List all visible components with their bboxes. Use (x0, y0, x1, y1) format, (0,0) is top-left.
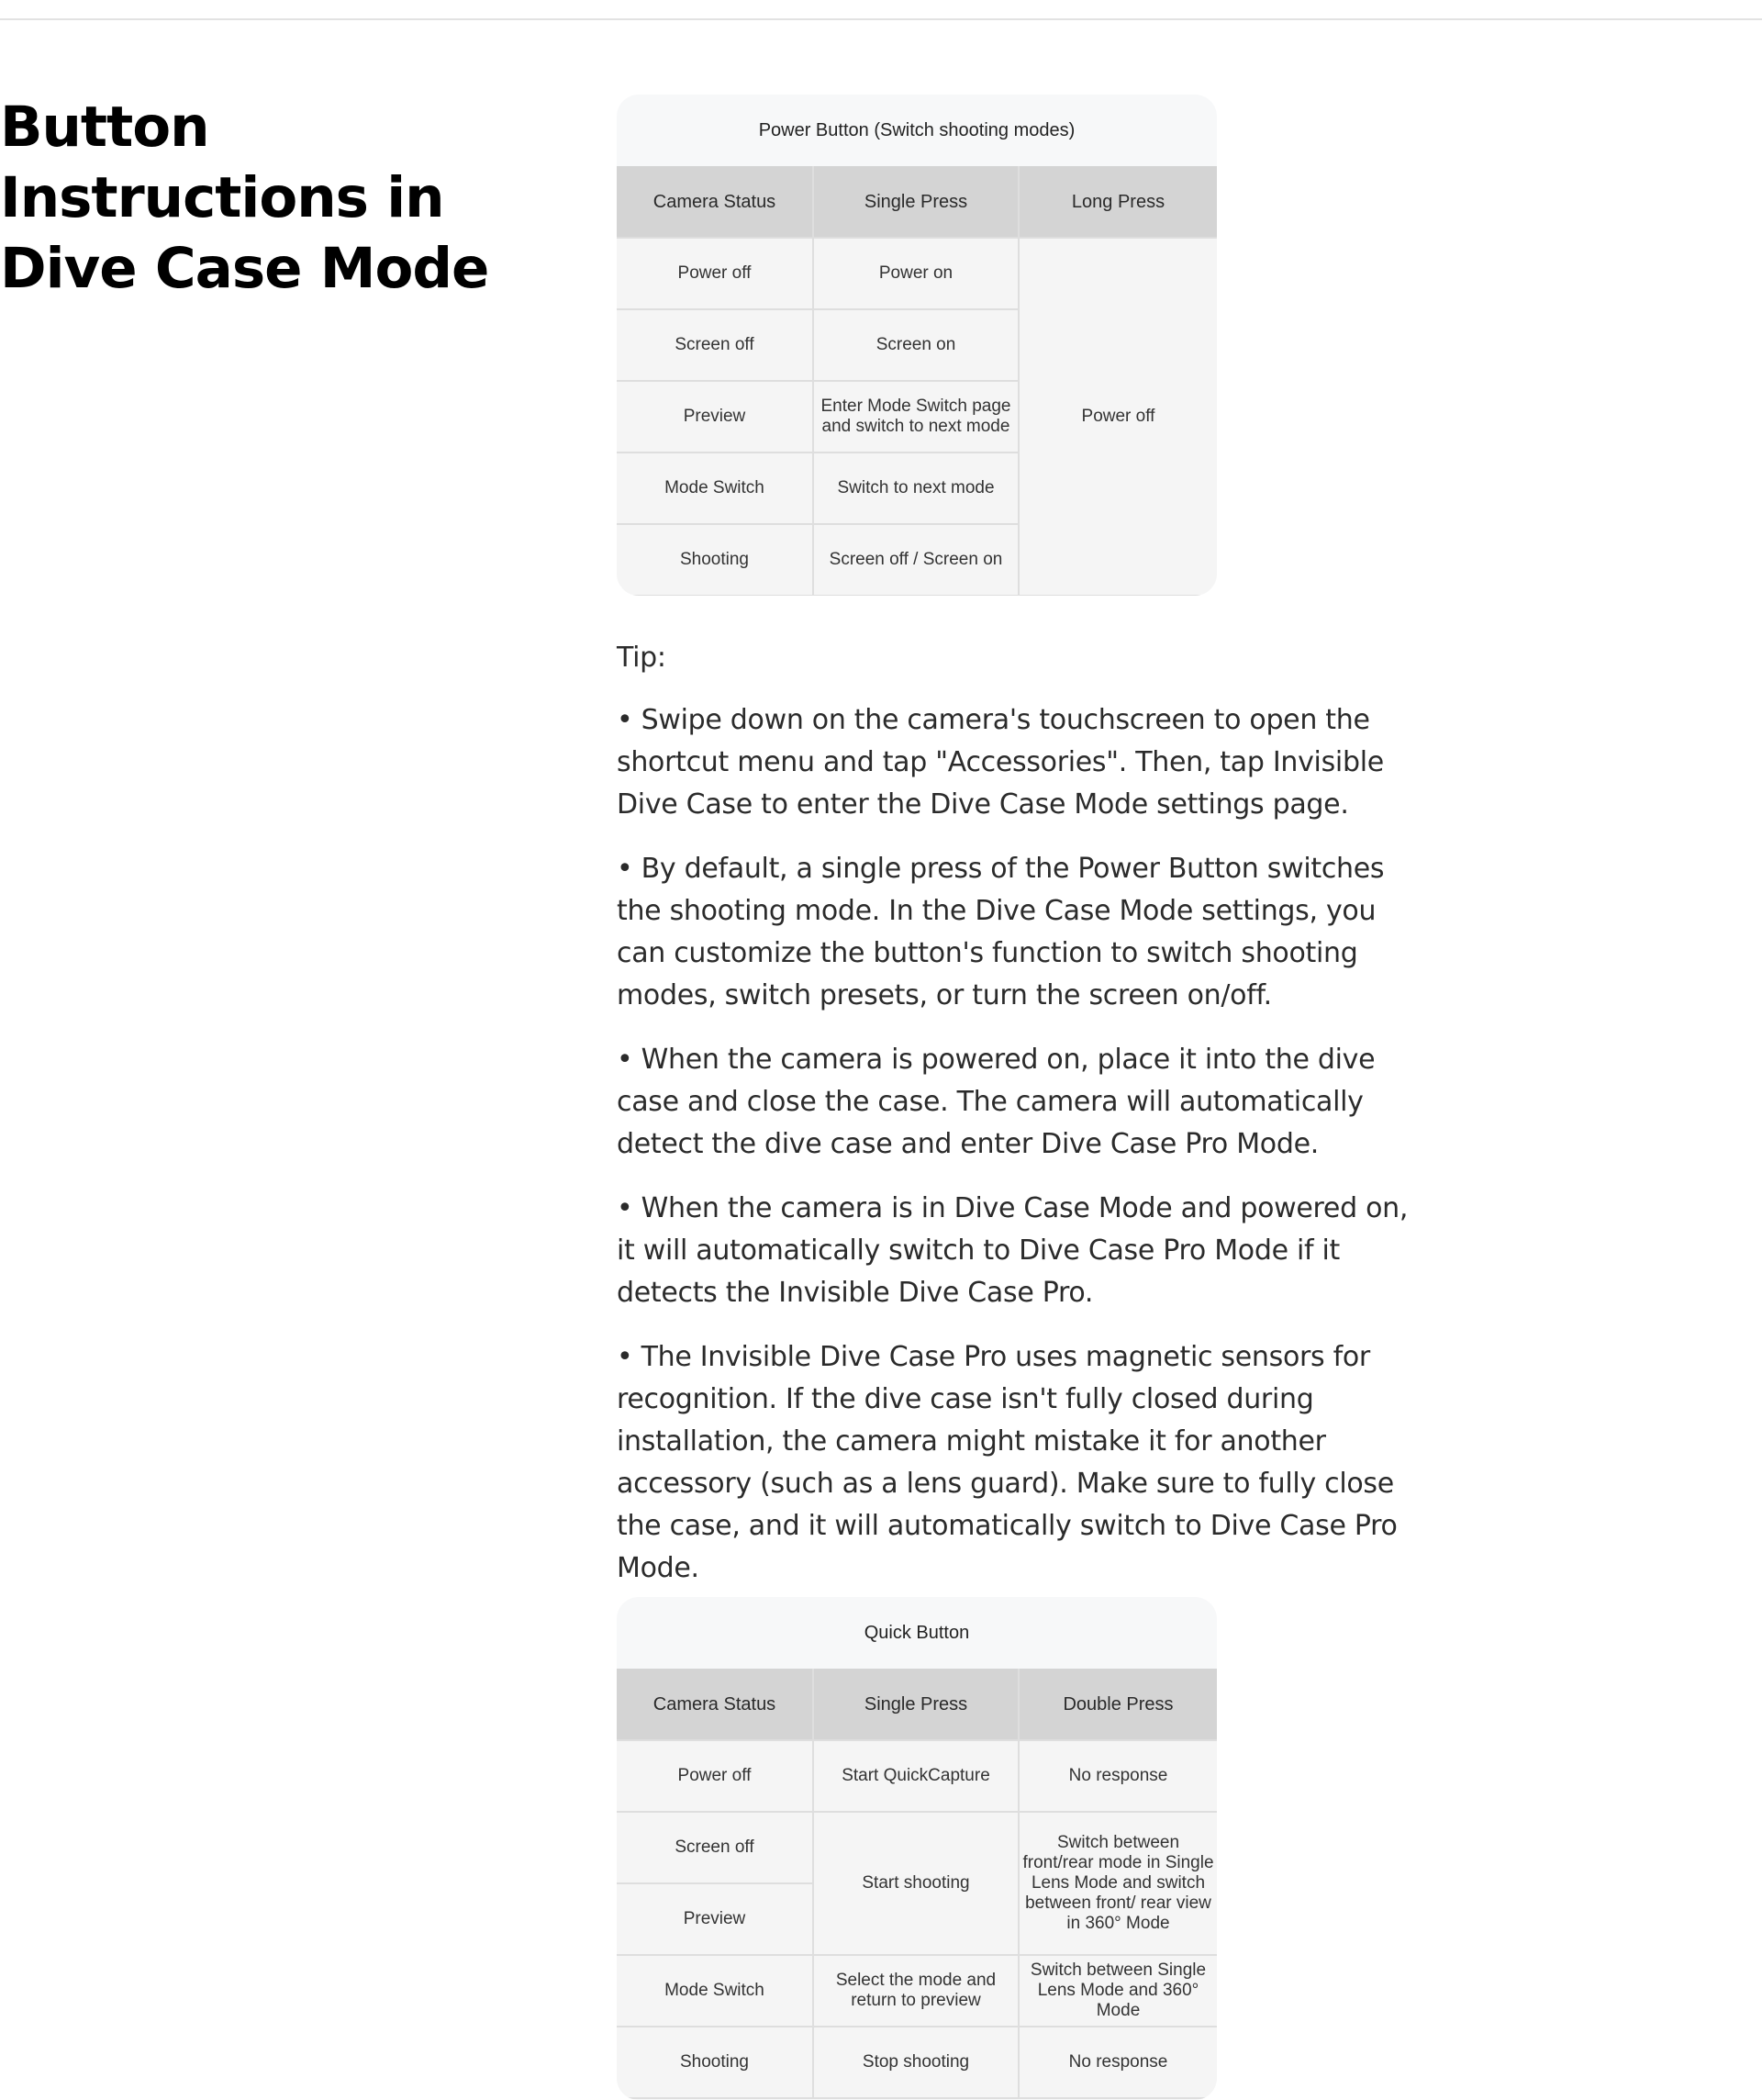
quick-table-grid (617, 1669, 1217, 2099)
quick-table-caption: Quick Button (864, 1622, 970, 1643)
header-single-press: Single Press (813, 166, 1019, 238)
tip-item: • The Invisible Dive Case Pro uses magnetic sensors for recognition. If the dive case isn't fully closed during installation, the camera might mistake it for another accessory (such as a lens guard). Make sure to fully close the case, and it will automatically switch to Dive Case Pro Mode. (617, 1341, 1398, 1584)
tip-item: • When the camera is in Dive Case Mode and powered on, it will automatically switch to Dive Case Pro Mode if it detects the Invisible Dive Case Pro. (617, 1192, 1409, 1309)
status-cell: Preview (617, 381, 813, 452)
power-table-caption: Power Button (Switch shooting modes) (758, 119, 1076, 140)
double-press-cell: Switch between front/rear mode in Single Lens Mode and switch between front/ rear view in 360° Mode (1019, 1812, 1217, 1955)
single-press-cell: Screen off / Screen on (813, 524, 1019, 596)
double-press-cell: Switch between Single Lens Mode and 360° Mode (1019, 1955, 1217, 2027)
tips-section (617, 637, 1424, 1612)
tip-item: • When the camera is powered on, place it into the dive case and close the case. The camera will automatically detect the dive case and enter Dive Case Pro Mode. (617, 1044, 1376, 1160)
status-cell: Shooting (617, 524, 813, 596)
status-cell: Screen off (617, 1812, 813, 1883)
tip-item: • Swipe down on the camera's touchscreen to open the shortcut menu and tap "Accessories". Then, tap Invisible Dive Case to enter the Dive Case Mode settings page. (617, 704, 1384, 821)
single-press-cell: Screen on (813, 309, 1019, 381)
single-press-cell: Start shooting (813, 1812, 1019, 1955)
single-press-cell: Start QuickCapture (813, 1740, 1019, 1812)
quick-button-table (617, 1597, 1217, 2100)
status-cell: Screen off (617, 309, 813, 381)
header-long-press: Long Press (1019, 166, 1217, 238)
status-cell: Power off (617, 238, 813, 309)
tip-label: Tip: (617, 642, 666, 674)
double-press-cell: No response (1019, 2027, 1217, 2098)
double-press-cell: No response (1019, 1740, 1217, 1812)
single-press-cell: Stop shooting (813, 2027, 1019, 2098)
status-cell: Power off (617, 1740, 813, 1812)
status-cell: Mode Switch (617, 1955, 813, 2027)
single-press-cell: Select the mode and return to preview (813, 1955, 1019, 2027)
tip-item: • By default, a single press of the Power Button switches the shooting mode. In the Dive Case Mode settings, you can customize the button's function to switch shooting modes, switch presets, or turn the screen on/off. (617, 853, 1385, 1011)
status-cell: Preview (617, 1883, 813, 1955)
power-button-table (617, 95, 1217, 596)
status-cell: Mode Switch (617, 452, 813, 524)
power-table-grid (617, 166, 1217, 596)
single-press-cell: Enter Mode Switch page and switch to next mode (813, 381, 1019, 452)
header-double-press: Double Press (1019, 1669, 1217, 1740)
header-camera-status: Camera Status (617, 1669, 813, 1740)
header-camera-status: Camera Status (617, 166, 813, 238)
page-title: Button Instructions in Dive Case Mode (0, 95, 489, 301)
long-press-cell: Power off (1019, 238, 1217, 596)
single-press-cell: Power on (813, 238, 1019, 309)
header-divider (0, 18, 1762, 20)
status-cell: Shooting (617, 2027, 813, 2098)
header-single-press: Single Press (813, 1669, 1019, 1740)
single-press-cell: Switch to next mode (813, 452, 1019, 524)
